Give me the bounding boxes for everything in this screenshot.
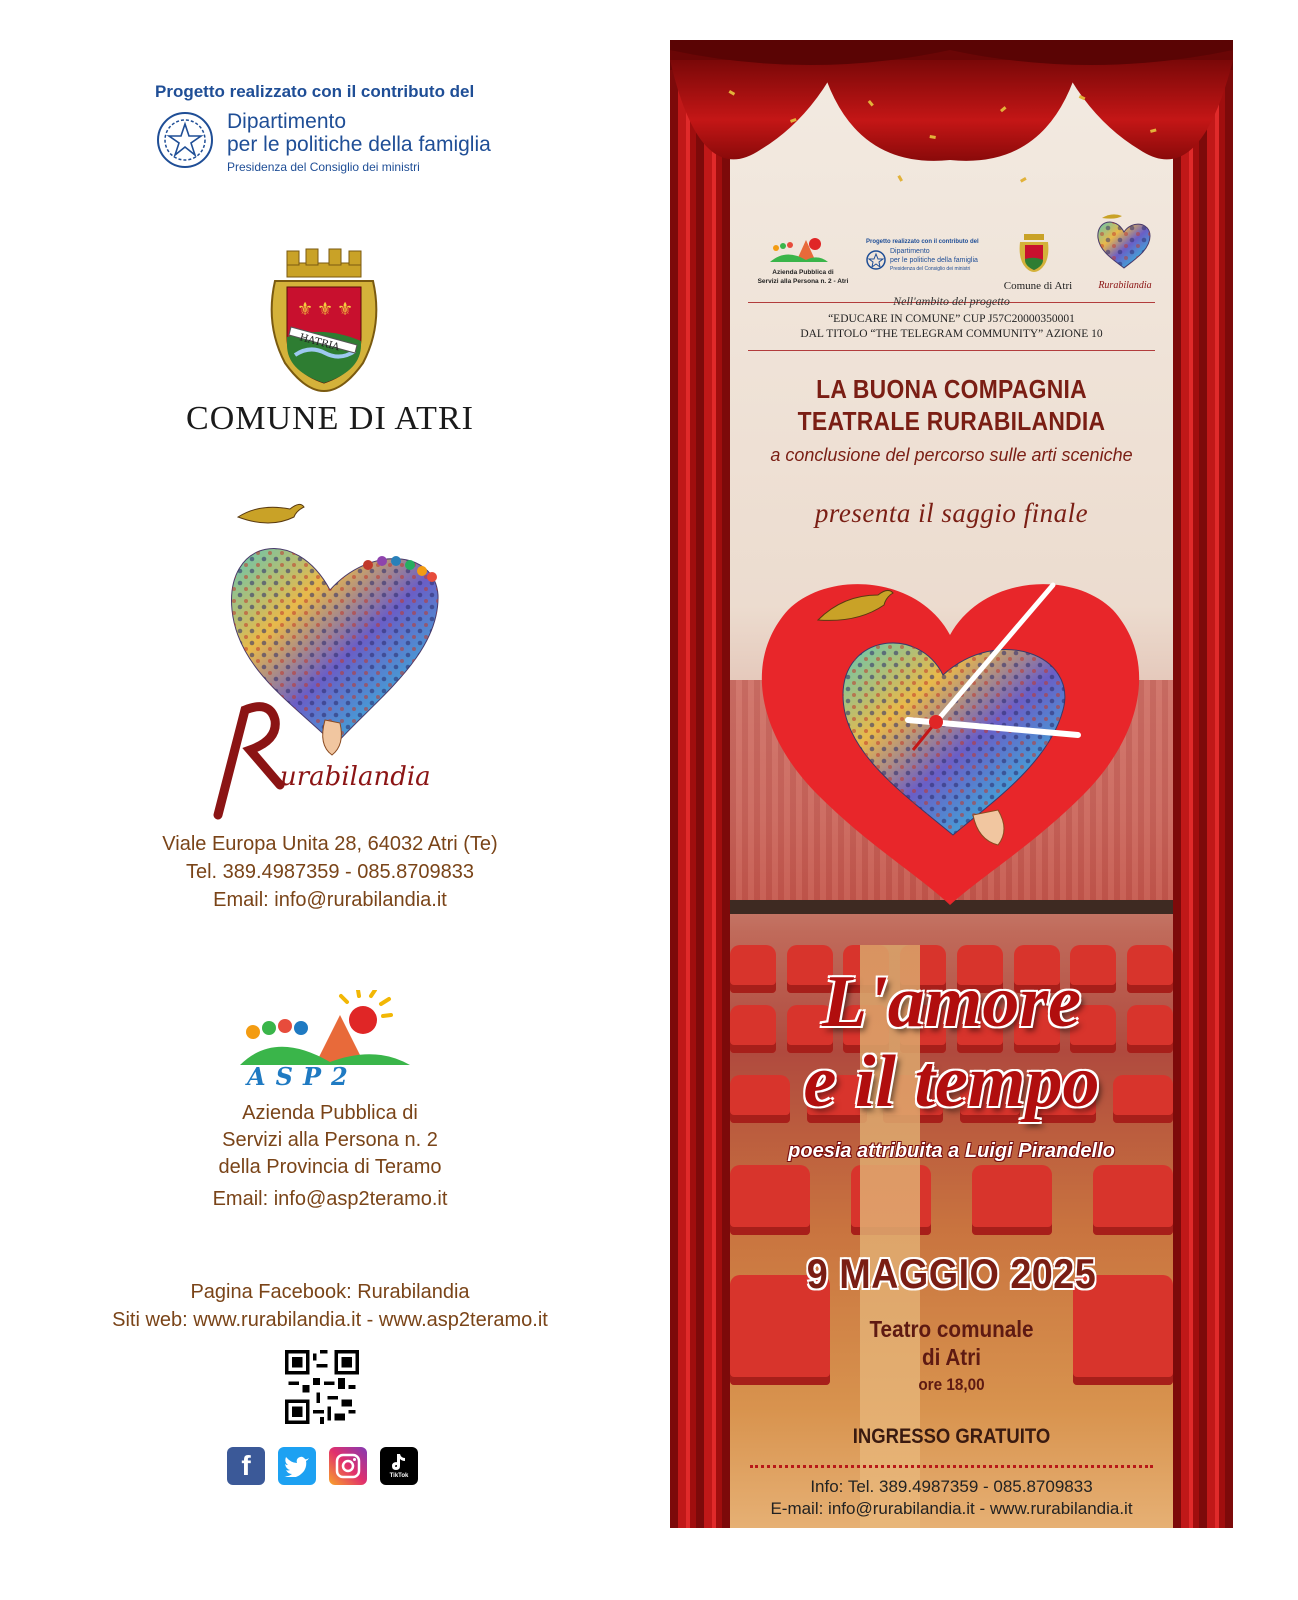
websites-text[interactable]: Siti web: www.rurabilandia.it - www.asp2teramo.it <box>112 1309 548 1331</box>
tiktok-label: TikTok <box>389 1473 409 1479</box>
instagram-icon[interactable] <box>329 1447 367 1485</box>
twitter-icon[interactable] <box>278 1447 316 1485</box>
ministry-intro: Progetto realizzato con il contributo del <box>155 82 475 101</box>
poster-ingresso: INGRESSO GRATUITO <box>852 1425 1051 1448</box>
rurabilandia-logo-text: urabilandia <box>280 762 431 792</box>
poster-date: 9 MAGGIO 2025 <box>806 1250 1097 1297</box>
poster-asp2-caption1: Azienda Pubblica di <box>772 269 834 276</box>
curtain-right <box>1173 40 1233 1528</box>
rurabilandia-logo <box>200 495 460 825</box>
poster-conclusione: a conclusione del percorso sulle arti sceniche <box>770 445 1133 465</box>
poster-time: ore 18,00 <box>918 1375 985 1394</box>
poster-ministry-emblem-icon <box>866 250 886 270</box>
poster-rura-label: Rurabilandia <box>1098 280 1152 291</box>
poster-project-info <box>670 312 1233 342</box>
poster-nellambito: Nell'ambito del progetto <box>893 294 1010 308</box>
poster-ministry-dept2: per le politiche della famiglia <box>890 257 978 264</box>
curtain-valance <box>670 40 1233 200</box>
svg-text:⚜: ⚜ <box>317 299 334 320</box>
asp2-line1: Azienda Pubblica di <box>242 1102 418 1124</box>
poster-ministry-pres: Presidenza del Consiglio dei ministri <box>890 266 971 272</box>
poster-poesia: poesia attribuita a Luigi Pirandello <box>788 1140 1115 1162</box>
poster-company <box>704 373 1199 437</box>
poster-title <box>670 962 1233 1122</box>
italian-republic-emblem-icon <box>155 110 215 170</box>
poster-info-line2[interactable]: E-mail: info@rurabilandia.it - www.rurabilandia.it <box>770 1499 1133 1518</box>
poster-asp2-caption2: Servizi alla Persona n. 2 - Atri <box>757 278 849 285</box>
crest-scroll-text: HATRIA <box>298 332 341 354</box>
social-icons <box>227 1447 418 1487</box>
poster-ministry-dept1: Dipartimento <box>890 248 930 255</box>
poster-title-line2: e il tempo <box>803 1041 1100 1123</box>
poster-info <box>670 1476 1233 1520</box>
comune-atri-crest <box>265 245 383 393</box>
poster-comune-crest <box>1016 232 1052 276</box>
poster-presenta: presenta il saggio finale <box>814 498 1089 528</box>
poster-venue-line2: di Atri <box>921 1344 982 1370</box>
ministry-presidency: Presidenza del Consiglio dei ministri <box>227 160 420 174</box>
ministry-dept-line1: Dipartimento <box>227 110 347 133</box>
poster-company-line1: LA BUONA COMPAGNIA <box>816 374 1087 404</box>
poster-asp2-logo <box>768 232 828 266</box>
poster-venue-line1: Teatro comunale <box>869 1316 1034 1342</box>
asp2-description <box>0 1100 660 1181</box>
poster-venue <box>698 1315 1205 1371</box>
poster-rura-heart <box>1092 212 1156 272</box>
poster-educare-line1: “EDUCARE IN COMUNE” CUP J57C20000350001 <box>828 313 1075 325</box>
ministry-block <box>155 82 575 174</box>
asp2-email[interactable]: Email: info@asp2teramo.it <box>212 1188 448 1210</box>
rurabilandia-address <box>0 830 660 914</box>
address-line-email[interactable]: Email: info@rurabilandia.it <box>213 889 447 911</box>
ministry-dept <box>227 110 491 156</box>
poster-rule-bottom <box>748 350 1155 351</box>
tiktok-icon[interactable] <box>380 1447 418 1485</box>
svg-text:⚜: ⚜ <box>297 299 314 320</box>
poster-title-line1: L'amore <box>822 961 1081 1043</box>
asp2-line2: Servizi alla Persona n. 2 <box>222 1129 438 1151</box>
curtain-left <box>670 40 730 1528</box>
address-line-street: Viale Europa Unita 28, 64032 Atri (Te) <box>162 833 498 855</box>
poster-educare-line2: DAL TITOLO “THE TELEGRAM COMMUNITY” AZIONE 10 <box>800 328 1103 340</box>
social-info <box>0 1278 660 1334</box>
poster-company-line2: TEATRALE RURABILANDIA <box>797 406 1106 436</box>
address-line-phone: Tel. 389.4987359 - 085.8709833 <box>185 861 475 883</box>
event-poster <box>670 40 1233 1528</box>
qr-code[interactable] <box>285 1350 359 1424</box>
poster-dotted-rule <box>750 1465 1153 1468</box>
ministry-dept-line2: per le politiche della famiglia <box>227 133 491 156</box>
asp2-logo <box>235 990 415 1090</box>
poster-comune-label: Comune di Atri <box>1003 280 1073 292</box>
heart-clock-illustration <box>748 565 1153 910</box>
facebook-icon[interactable]: f <box>227 1447 265 1485</box>
poster-top-logos <box>748 232 1155 302</box>
asp2-line3: della Provincia di Teramo <box>218 1156 442 1178</box>
comune-title: COMUNE DI ATRI <box>186 400 474 437</box>
poster-ministry-intro: Progetto realizzato con il contributo del <box>866 239 979 245</box>
svg-text:⚜: ⚜ <box>337 299 354 320</box>
asp2-logo-text: ASP2 <box>247 1062 358 1090</box>
facebook-page-text: Pagina Facebook: Rurabilandia <box>190 1281 470 1303</box>
poster-info-line1: Info: Tel. 389.4987359 - 085.8709833 <box>810 1477 1093 1496</box>
